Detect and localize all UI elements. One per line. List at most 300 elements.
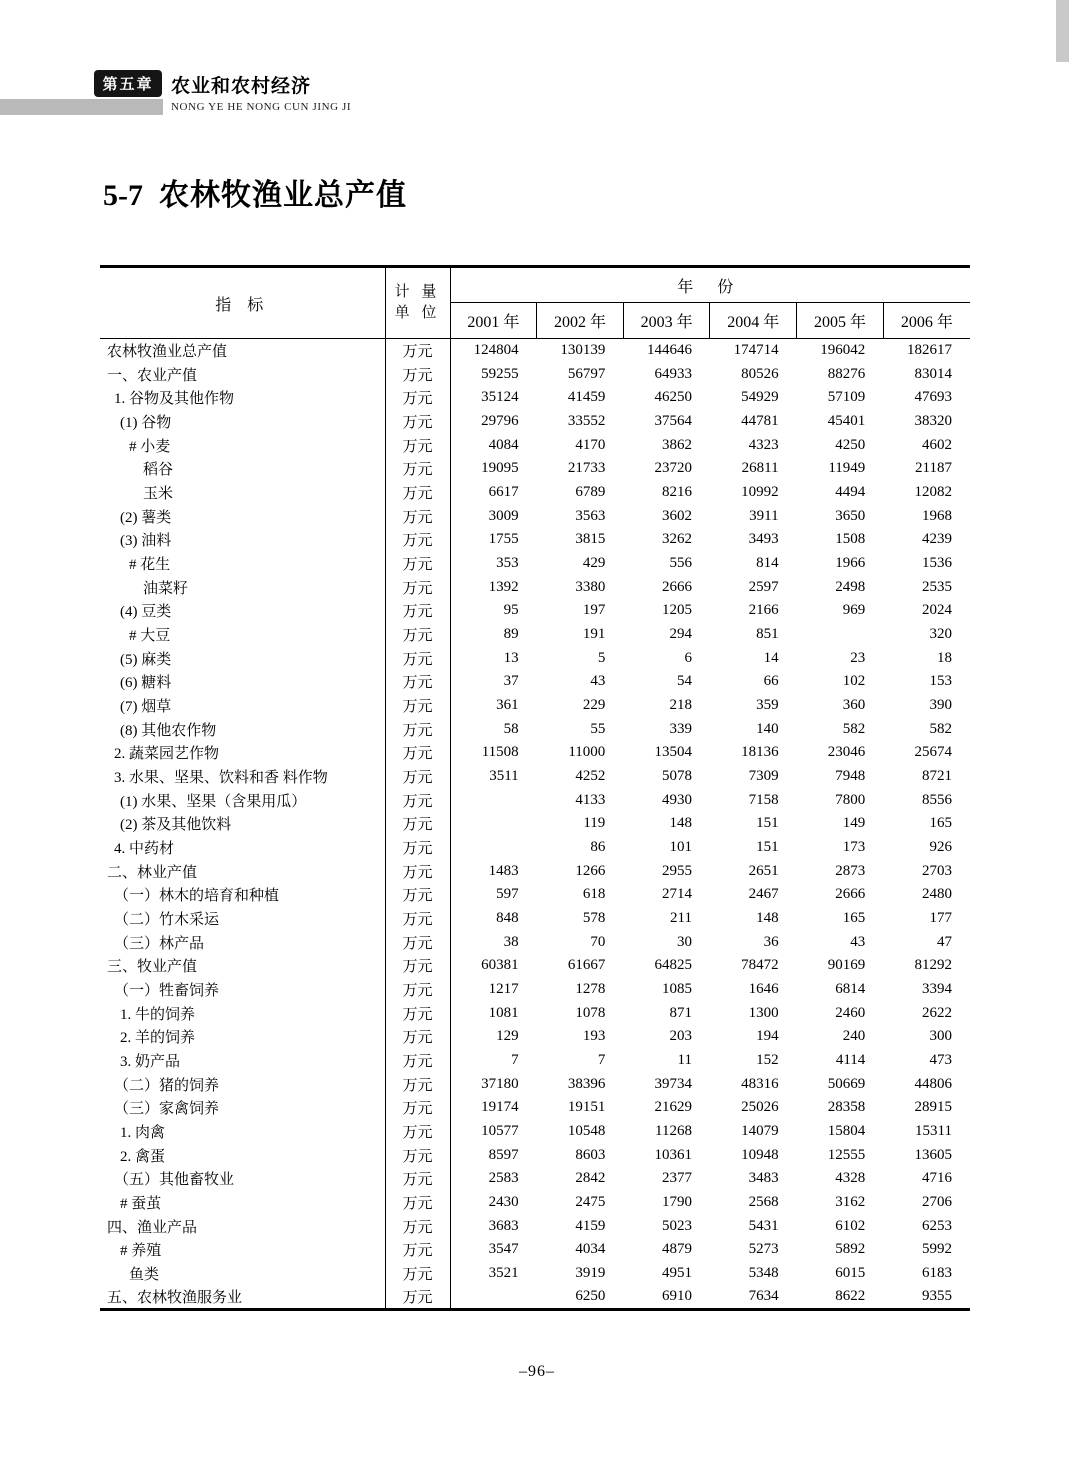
row-value: 1205 xyxy=(661,602,692,619)
row-indicator: 2. 羊的饲养 xyxy=(100,1025,385,1049)
table-body xyxy=(100,339,970,1310)
row-unit: 万元 xyxy=(385,670,450,694)
row-value: 47 xyxy=(937,933,952,950)
row-value: 165 xyxy=(929,815,952,832)
row-value: 8603 xyxy=(575,1146,606,1163)
row-value: 26811 xyxy=(741,460,779,477)
year-column-header: 2002 年 xyxy=(537,303,624,339)
row-value: 151 xyxy=(756,815,779,832)
row-value: 6253 xyxy=(922,1217,952,1234)
row-value: 55 xyxy=(590,720,606,737)
year-column-header: 2005 年 xyxy=(797,303,884,339)
row-value: 2703 xyxy=(922,862,952,879)
row-unit: 万元 xyxy=(385,954,450,978)
row-unit: 万元 xyxy=(385,1214,450,1238)
row-value: 4930 xyxy=(661,791,692,808)
row-value: 148 xyxy=(669,815,692,832)
row-value: 59255 xyxy=(481,365,519,382)
row-value: 38 xyxy=(503,933,519,950)
row-value: 6 xyxy=(684,649,692,666)
row-indicator: 1. 肉禽 xyxy=(100,1120,385,1144)
row-value: 2651 xyxy=(748,862,779,879)
row-value: 83014 xyxy=(914,365,952,382)
row-indicator: 油菜籽 xyxy=(100,575,385,599)
row-value: 1081 xyxy=(488,1004,519,1021)
table-number: 5-7 xyxy=(103,179,143,212)
row-unit: 万元 xyxy=(385,1001,450,1025)
row-value: 211 xyxy=(670,909,692,926)
row-unit: 万元 xyxy=(385,1191,450,1215)
row-indicator: 1. 牛的饲养 xyxy=(100,1001,385,1025)
indicator-column-header: 指 标 xyxy=(100,267,385,339)
row-indicator: (6) 糖料 xyxy=(100,670,385,694)
row-indicator: 一、农业产值 xyxy=(100,362,385,386)
row-value: 23046 xyxy=(827,744,866,761)
row-value: 28358 xyxy=(827,1099,866,1116)
row-value: 70 xyxy=(590,933,606,950)
row-value: 5431 xyxy=(748,1217,779,1234)
row-value xyxy=(450,836,537,860)
row-value: 3602 xyxy=(661,507,692,524)
row-indicator: # 大豆 xyxy=(100,623,385,647)
row-value: 10948 xyxy=(741,1146,779,1163)
table-row xyxy=(100,646,970,670)
row-value: 41459 xyxy=(567,389,606,406)
row-value: 2666 xyxy=(661,578,692,595)
table-row xyxy=(100,765,970,789)
row-value: 12082 xyxy=(914,483,952,500)
table-row xyxy=(100,1096,970,1120)
row-indicator: (5) 麻类 xyxy=(100,646,385,670)
row-value: 4114 xyxy=(835,1051,866,1068)
chapter-badge: 第五章 xyxy=(94,70,162,97)
row-value: 2377 xyxy=(661,1170,692,1187)
row-indicator: # 蚕茧 xyxy=(100,1191,385,1215)
row-unit: 万元 xyxy=(385,741,450,765)
row-value: 7 xyxy=(597,1051,606,1068)
row-value: 81292 xyxy=(914,957,952,974)
row-value: 177 xyxy=(929,909,952,926)
row-indicator: 玉米 xyxy=(100,481,385,505)
row-value: 8622 xyxy=(835,1287,866,1304)
row-indicator: （一）牲畜饲养 xyxy=(100,978,385,1002)
table-row xyxy=(100,836,970,860)
row-value: 5273 xyxy=(748,1241,779,1258)
row-unit: 万元 xyxy=(385,930,450,954)
row-value: 3919 xyxy=(575,1265,606,1282)
row-value: 300 xyxy=(929,1028,952,1045)
row-indicator: 4. 中药材 xyxy=(100,836,385,860)
row-value: 3650 xyxy=(835,507,866,524)
row-value: 1217 xyxy=(488,980,519,997)
row-value: 4328 xyxy=(835,1170,866,1187)
row-indicator: (7) 烟草 xyxy=(100,694,385,718)
row-value: 2024 xyxy=(922,602,952,619)
row-value: 1966 xyxy=(835,554,866,571)
row-value: 15804 xyxy=(827,1123,866,1139)
row-value: 129 xyxy=(496,1028,519,1045)
row-value: 37 xyxy=(503,673,519,690)
row-value: 1483 xyxy=(488,862,519,879)
row-value: 86 xyxy=(590,838,606,855)
row-value: 3262 xyxy=(661,531,692,548)
row-value: 2666 xyxy=(835,886,866,903)
row-unit: 万元 xyxy=(385,1072,450,1096)
row-value: 149 xyxy=(842,815,866,832)
row-value: 101 xyxy=(669,838,692,855)
row-value: 10577 xyxy=(481,1123,519,1139)
row-value: 4951 xyxy=(661,1265,692,1282)
row-value: 10361 xyxy=(654,1146,692,1163)
row-value: 13504 xyxy=(654,744,692,761)
row-value: 21187 xyxy=(915,460,952,477)
row-value: 56797 xyxy=(567,365,606,382)
row-value: 359 xyxy=(756,696,779,713)
table-row xyxy=(100,1191,970,1215)
row-value: 3380 xyxy=(575,578,606,595)
row-value: 2597 xyxy=(748,578,779,595)
row-value: 5892 xyxy=(835,1241,866,1258)
row-value: 152 xyxy=(756,1051,779,1068)
row-value: 28915 xyxy=(914,1099,952,1116)
row-value: 578 xyxy=(582,909,606,926)
row-value: 43 xyxy=(590,673,606,690)
row-value: 3547 xyxy=(488,1241,519,1258)
row-value: 182617 xyxy=(907,342,952,359)
row-value: 2622 xyxy=(922,1004,952,1021)
row-value: 66 xyxy=(763,673,779,690)
row-indicator: 二、林业产值 xyxy=(100,859,385,883)
unit-header-line1: 计 量 xyxy=(394,284,441,300)
table-row xyxy=(100,1262,970,1286)
row-value: 5078 xyxy=(661,767,692,784)
row-unit: 万元 xyxy=(385,765,450,789)
row-unit: 万元 xyxy=(385,575,450,599)
row-value: 229 xyxy=(582,696,606,713)
chapter-title: 农业和农村经济 xyxy=(171,76,312,97)
row-unit: 万元 xyxy=(385,883,450,907)
row-value: 814 xyxy=(756,554,779,571)
row-unit: 万元 xyxy=(385,1120,450,1144)
row-value: 64825 xyxy=(654,957,692,974)
row-value: 7948 xyxy=(835,767,866,784)
row-value: 4084 xyxy=(488,436,519,453)
header-row-group xyxy=(100,267,970,303)
table-row xyxy=(100,552,970,576)
row-indicator: # 花生 xyxy=(100,552,385,576)
table-row xyxy=(100,362,970,386)
row-value: 37180 xyxy=(481,1075,519,1092)
table-row xyxy=(100,481,970,505)
row-value: 4252 xyxy=(575,767,606,784)
row-value: 320 xyxy=(929,625,952,642)
row-value: 1078 xyxy=(575,1004,606,1021)
row-value: 47693 xyxy=(914,389,952,406)
row-indicator: 2. 禽蛋 xyxy=(100,1143,385,1167)
row-value: 926 xyxy=(929,838,952,855)
row-unit: 万元 xyxy=(385,978,450,1002)
row-value: 50669 xyxy=(827,1075,866,1092)
row-unit: 万元 xyxy=(385,504,450,528)
table-row xyxy=(100,433,970,457)
table-row xyxy=(100,1001,970,1025)
row-value: 618 xyxy=(582,886,606,903)
row-unit: 万元 xyxy=(385,410,450,434)
row-value: 191 xyxy=(582,625,606,642)
row-indicator: （二）猪的饲养 xyxy=(100,1072,385,1096)
table-row xyxy=(100,457,970,481)
row-value: 3483 xyxy=(748,1170,779,1187)
row-value: 1968 xyxy=(922,507,952,524)
row-value: 19095 xyxy=(481,460,519,477)
row-unit: 万元 xyxy=(385,1238,450,1262)
row-indicator: （三）家禽饲养 xyxy=(100,1096,385,1120)
row-value: 2706 xyxy=(922,1194,952,1211)
table-row xyxy=(100,1120,970,1144)
table-row xyxy=(100,883,970,907)
row-unit: 万元 xyxy=(385,907,450,931)
row-unit: 万元 xyxy=(385,1143,450,1167)
table-row xyxy=(100,599,970,623)
row-unit: 万元 xyxy=(385,623,450,647)
row-value: 1508 xyxy=(835,531,866,548)
row-value: 218 xyxy=(669,696,692,713)
row-value: 969 xyxy=(842,602,866,619)
row-value: 1266 xyxy=(575,862,606,879)
row-value: 43 xyxy=(850,933,866,950)
row-indicator: (1) 水果、坚果（含果用瓜） xyxy=(100,788,385,812)
statistics-table xyxy=(100,265,970,1311)
table-row xyxy=(100,339,970,363)
row-value: 21733 xyxy=(567,460,606,477)
row-indicator: 三、牧业产值 xyxy=(100,954,385,978)
row-value: 44781 xyxy=(741,412,779,429)
row-value: 5023 xyxy=(661,1217,692,1234)
row-value: 5348 xyxy=(748,1265,779,1282)
row-unit: 万元 xyxy=(385,788,450,812)
row-unit: 万元 xyxy=(385,1025,450,1049)
row-value: 294 xyxy=(669,625,692,642)
row-value: 3009 xyxy=(488,507,519,524)
row-value: 597 xyxy=(496,886,519,903)
row-indicator: 稻谷 xyxy=(100,457,385,481)
row-value: 556 xyxy=(669,554,692,571)
row-value: 90169 xyxy=(827,957,866,974)
table-row xyxy=(100,623,970,647)
row-value: 1278 xyxy=(575,980,606,997)
row-value: 30 xyxy=(676,933,692,950)
row-unit: 万元 xyxy=(385,362,450,386)
row-value: 14 xyxy=(763,649,779,666)
row-value: 1790 xyxy=(661,1194,692,1211)
row-value: 10548 xyxy=(567,1123,606,1139)
row-value: 7634 xyxy=(748,1287,779,1304)
row-value: 2583 xyxy=(488,1170,519,1187)
row-value: 80526 xyxy=(741,365,779,382)
row-value: 39734 xyxy=(654,1075,692,1092)
row-unit: 万元 xyxy=(385,1262,450,1286)
row-unit: 万元 xyxy=(385,433,450,457)
year-column-header: 2006 年 xyxy=(883,303,970,339)
row-value: 130139 xyxy=(560,342,606,359)
row-value: 3493 xyxy=(748,531,779,548)
row-unit: 万元 xyxy=(385,552,450,576)
row-value: 3683 xyxy=(488,1217,519,1234)
row-value: 339 xyxy=(669,720,692,737)
row-indicator: 2. 蔬菜园艺作物 xyxy=(100,741,385,765)
table-row xyxy=(100,1025,970,1049)
row-unit: 万元 xyxy=(385,646,450,670)
row-unit: 万元 xyxy=(385,812,450,836)
year-column-header: 2003 年 xyxy=(623,303,710,339)
row-value: 19174 xyxy=(481,1099,519,1116)
row-value: 2955 xyxy=(661,862,692,879)
row-value: 7309 xyxy=(748,767,779,784)
row-value: 848 xyxy=(496,909,519,926)
unit-header-line2: 单 位 xyxy=(394,305,441,321)
table-row xyxy=(100,717,970,741)
row-value: 203 xyxy=(669,1028,692,1045)
row-value: 60381 xyxy=(481,957,519,974)
row-value: 4250 xyxy=(835,436,866,453)
row-value: 3911 xyxy=(749,507,779,524)
row-value: 174714 xyxy=(733,342,779,359)
row-value xyxy=(450,788,537,812)
row-value: 11 xyxy=(677,1051,692,1068)
row-value: 196042 xyxy=(820,342,866,359)
page-title xyxy=(103,170,407,214)
row-value: 4159 xyxy=(575,1217,606,1234)
row-unit: 万元 xyxy=(385,339,450,363)
row-value: 1646 xyxy=(748,980,779,997)
row-value: 89 xyxy=(503,625,519,642)
row-value xyxy=(450,812,537,836)
table-row xyxy=(100,859,970,883)
row-value: 582 xyxy=(842,720,866,737)
table-row xyxy=(100,670,970,694)
row-indicator: （一）林木的培育和种植 xyxy=(100,883,385,907)
row-value: 5 xyxy=(597,649,606,666)
row-indicator: # 小麦 xyxy=(100,433,385,457)
row-value: 8216 xyxy=(661,483,692,500)
row-indicator: (2) 茶及其他饮料 xyxy=(100,812,385,836)
row-unit: 万元 xyxy=(385,859,450,883)
row-value: 15311 xyxy=(915,1123,952,1139)
row-value: 124804 xyxy=(473,342,519,359)
row-indicator: （五）其他畜牧业 xyxy=(100,1167,385,1191)
row-value: 361 xyxy=(496,696,519,713)
row-value: 7 xyxy=(511,1051,519,1068)
row-value: 8721 xyxy=(922,767,952,784)
table-row xyxy=(100,907,970,931)
row-value: 148 xyxy=(756,909,779,926)
row-value: 8597 xyxy=(488,1146,519,1163)
table-row xyxy=(100,694,970,718)
row-value: 3563 xyxy=(575,507,606,524)
row-value: 2480 xyxy=(922,886,952,903)
table-row xyxy=(100,386,970,410)
row-value: 23720 xyxy=(654,460,692,477)
page-number: –96– xyxy=(519,1363,555,1380)
row-value: 36 xyxy=(763,933,779,950)
row-value: 2460 xyxy=(835,1004,866,1021)
row-indicator: # 养殖 xyxy=(100,1238,385,1262)
row-value: 2714 xyxy=(661,886,692,903)
row-value xyxy=(450,1285,537,1309)
row-value: 6910 xyxy=(661,1287,692,1304)
row-unit: 万元 xyxy=(385,1049,450,1073)
row-value: 7158 xyxy=(748,791,779,808)
row-value: 144646 xyxy=(646,342,692,359)
row-value: 54929 xyxy=(741,389,779,406)
row-indicator: (4) 豆类 xyxy=(100,599,385,623)
row-value: 3511 xyxy=(489,767,519,784)
row-value: 18 xyxy=(937,649,952,666)
row-value: 582 xyxy=(929,720,952,737)
row-value: 78472 xyxy=(741,957,779,974)
row-value: 4494 xyxy=(835,483,866,500)
row-value: 11000 xyxy=(568,744,606,761)
row-value: 5992 xyxy=(922,1241,952,1258)
row-unit: 万元 xyxy=(385,836,450,860)
row-value: 48316 xyxy=(741,1075,779,1092)
row-indicator: (8) 其他农作物 xyxy=(100,717,385,741)
row-value: 2475 xyxy=(575,1194,606,1211)
row-value: 2568 xyxy=(748,1194,779,1211)
row-value: 95 xyxy=(503,602,519,619)
row-unit: 万元 xyxy=(385,386,450,410)
row-value: 2430 xyxy=(488,1194,519,1211)
row-value: 3521 xyxy=(488,1265,519,1282)
table-row xyxy=(100,1285,970,1309)
row-value: 4034 xyxy=(575,1241,606,1258)
row-value: 46250 xyxy=(654,389,692,406)
row-value: 102 xyxy=(842,673,866,690)
table-row xyxy=(100,1049,970,1073)
row-value: 119 xyxy=(583,815,606,832)
row-value: 6015 xyxy=(835,1265,866,1282)
row-value: 4602 xyxy=(922,436,952,453)
row-value: 2467 xyxy=(748,886,779,903)
row-value: 19151 xyxy=(567,1099,606,1116)
year-column-header: 2004 年 xyxy=(710,303,797,339)
row-value: 851 xyxy=(756,625,779,642)
row-value: 9355 xyxy=(922,1287,952,1304)
table-row xyxy=(100,978,970,1002)
row-value: 25674 xyxy=(914,744,952,761)
row-indicator: (3) 油料 xyxy=(100,528,385,552)
row-value: 1300 xyxy=(748,1004,779,1021)
row-value: 6250 xyxy=(575,1287,606,1304)
table-row xyxy=(100,410,970,434)
row-value: 23 xyxy=(850,649,866,666)
row-value: 11268 xyxy=(655,1123,692,1139)
row-unit: 万元 xyxy=(385,1285,450,1309)
row-value: 54 xyxy=(676,673,692,690)
table-row xyxy=(100,1143,970,1167)
row-value: 173 xyxy=(842,838,866,855)
row-value: 6617 xyxy=(488,483,519,500)
row-value: 33552 xyxy=(567,412,606,429)
table-row xyxy=(100,1167,970,1191)
row-value: 7800 xyxy=(835,791,866,808)
row-value: 61667 xyxy=(567,957,606,974)
row-value: 10992 xyxy=(741,483,779,500)
row-indicator: (1) 谷物 xyxy=(100,410,385,434)
row-value: 25026 xyxy=(741,1099,779,1116)
row-value: 429 xyxy=(582,554,606,571)
row-value: 88276 xyxy=(827,365,866,382)
